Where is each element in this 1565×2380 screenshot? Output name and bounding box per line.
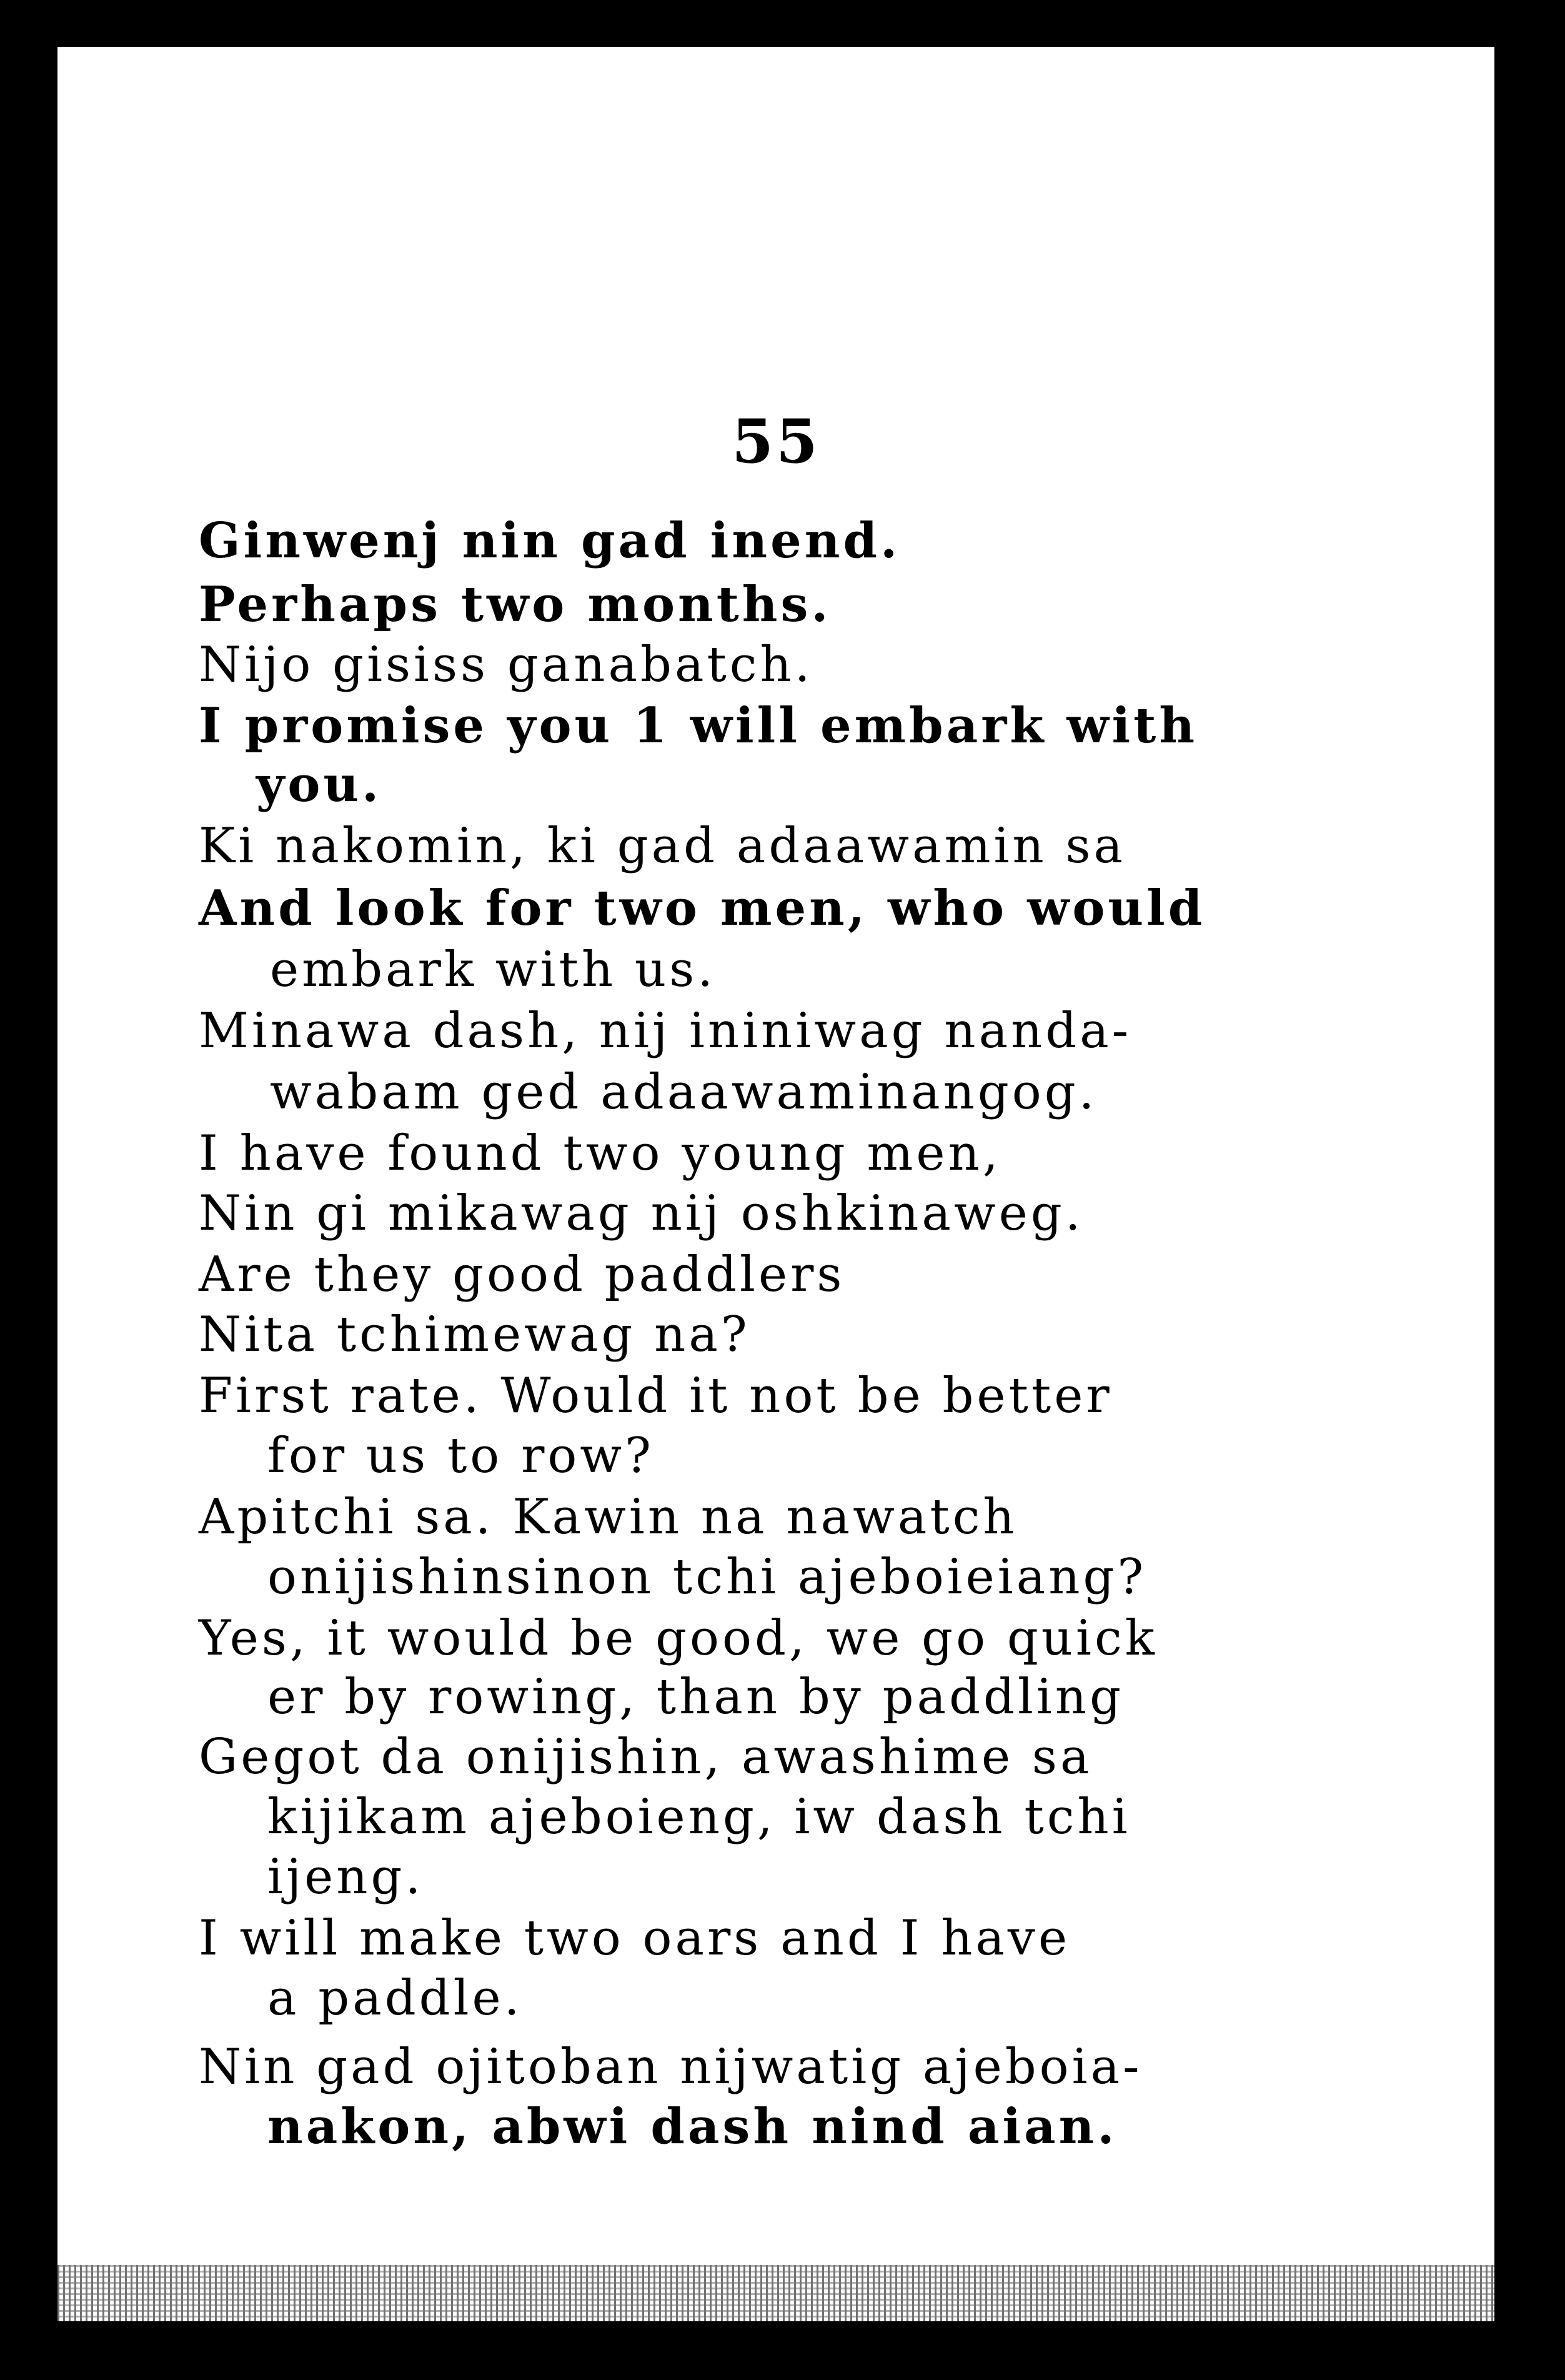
text-line: I have found two young men, xyxy=(199,1125,1001,1182)
text-line: Ki nakomin, ki gad adaawamin sa xyxy=(199,818,1126,874)
text-line: kijikam ajeboieng, iw dash tchi xyxy=(267,1789,1131,1845)
text-line: you. xyxy=(256,756,382,813)
text-line: Are they good paddlers xyxy=(199,1247,845,1303)
text-line: nakon, abwi dash nind aian. xyxy=(267,2098,1118,2155)
text-line: Minawa dash, nij ininiwag nanda- xyxy=(199,1003,1132,1059)
scan-noise-strip xyxy=(57,2265,1494,2321)
text-line: er by rowing, than by paddling xyxy=(267,1669,1124,1725)
text-line: Gegot da onijishin, awashime sa xyxy=(199,1729,1093,1785)
text-line: I will make two oars and I have xyxy=(199,1910,1071,1966)
text-line: ijeng. xyxy=(267,1849,424,1905)
text-line: wabam ged adaawaminangog. xyxy=(270,1064,1098,1120)
text-line: Nin gi mikawag nij oshkinaweg. xyxy=(199,1185,1084,1242)
text-line: Apitchi sa. Kawin na nawatch xyxy=(199,1489,1018,1545)
text-line: onijishinsinon tchi ajeboieiang? xyxy=(267,1549,1147,1605)
text-line: And look for two men, who would xyxy=(199,880,1206,937)
text-line: First rate. Would it not be better xyxy=(199,1368,1113,1424)
text-line: a paddle. xyxy=(267,1970,523,2026)
text-line: for us to row? xyxy=(267,1428,654,1484)
text-line: Nin gad ojitoban nijwatig ajeboia- xyxy=(199,2039,1143,2095)
text-line: Nita tchimewag na? xyxy=(199,1307,750,1363)
text-block xyxy=(57,47,1494,2321)
page-number: 55 xyxy=(732,406,820,477)
text-line: Ginwenj nin gad inend. xyxy=(199,512,901,569)
text-line: Yes, it would be good, we go quick xyxy=(199,1610,1158,1666)
text-line: Perhaps two months. xyxy=(199,576,832,633)
text-line: embark with us. xyxy=(270,942,717,998)
book-page xyxy=(57,47,1494,2321)
text-line: I promise you 1 will embark with xyxy=(199,697,1198,754)
text-line: Nijo gisiss ganabatch. xyxy=(199,637,813,693)
